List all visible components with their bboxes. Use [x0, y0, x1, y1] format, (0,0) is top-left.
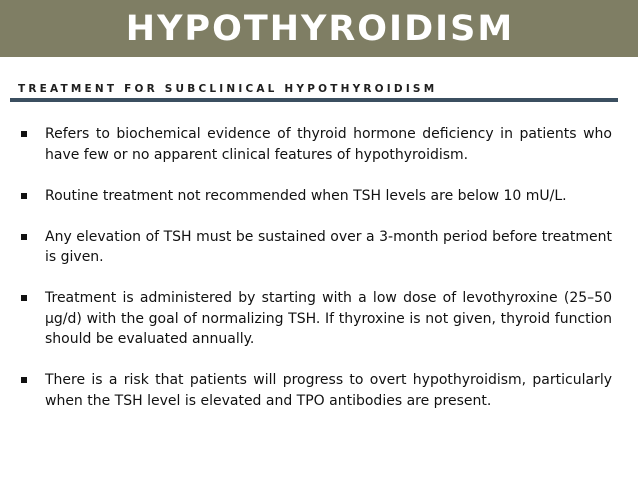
bullet-item	[20, 227, 612, 268]
bullet-text: Routine treatment not recommended when TSH levels are below 10 mU/L.	[45, 187, 567, 204]
bullet-text: Refers to biochemical evidence of thyroid hormone deficiency in patients who have few or no apparent clinical features of hypothyroidism.	[45, 126, 612, 163]
slide-title: HYPOTHYROIDISM	[125, 8, 515, 49]
square-bullet-icon	[21, 193, 27, 199]
square-bullet-icon	[21, 295, 27, 301]
section-divider	[10, 98, 618, 102]
square-bullet-icon	[21, 131, 27, 137]
bullet-text: There is a risk that patients will progress to overt hypothyroidism, particularly when the TSH level is elevated and TPO antibodies are present.	[45, 372, 612, 409]
bullet-item	[20, 370, 612, 411]
bullet-list	[20, 124, 612, 432]
bullet-text: Any elevation of TSH must be sustained over a 3-month period before treatment is given.	[45, 228, 612, 265]
bullet-item	[20, 186, 612, 207]
slide-subtitle: TREATMENT FOR SUBCLINICAL HYPOTHYROIDISM	[18, 83, 438, 95]
square-bullet-icon	[21, 234, 27, 240]
square-bullet-icon	[21, 377, 27, 383]
bullet-item	[20, 124, 612, 165]
title-bar	[0, 0, 638, 57]
bullet-item	[20, 288, 612, 350]
bullet-text: Treatment is administered by starting with a low dose of levothyroxine (25–50 µg/d) with the goal of normalizing TSH. If thyroxine is not given, thyroid function should be evaluated annually.	[45, 290, 612, 347]
